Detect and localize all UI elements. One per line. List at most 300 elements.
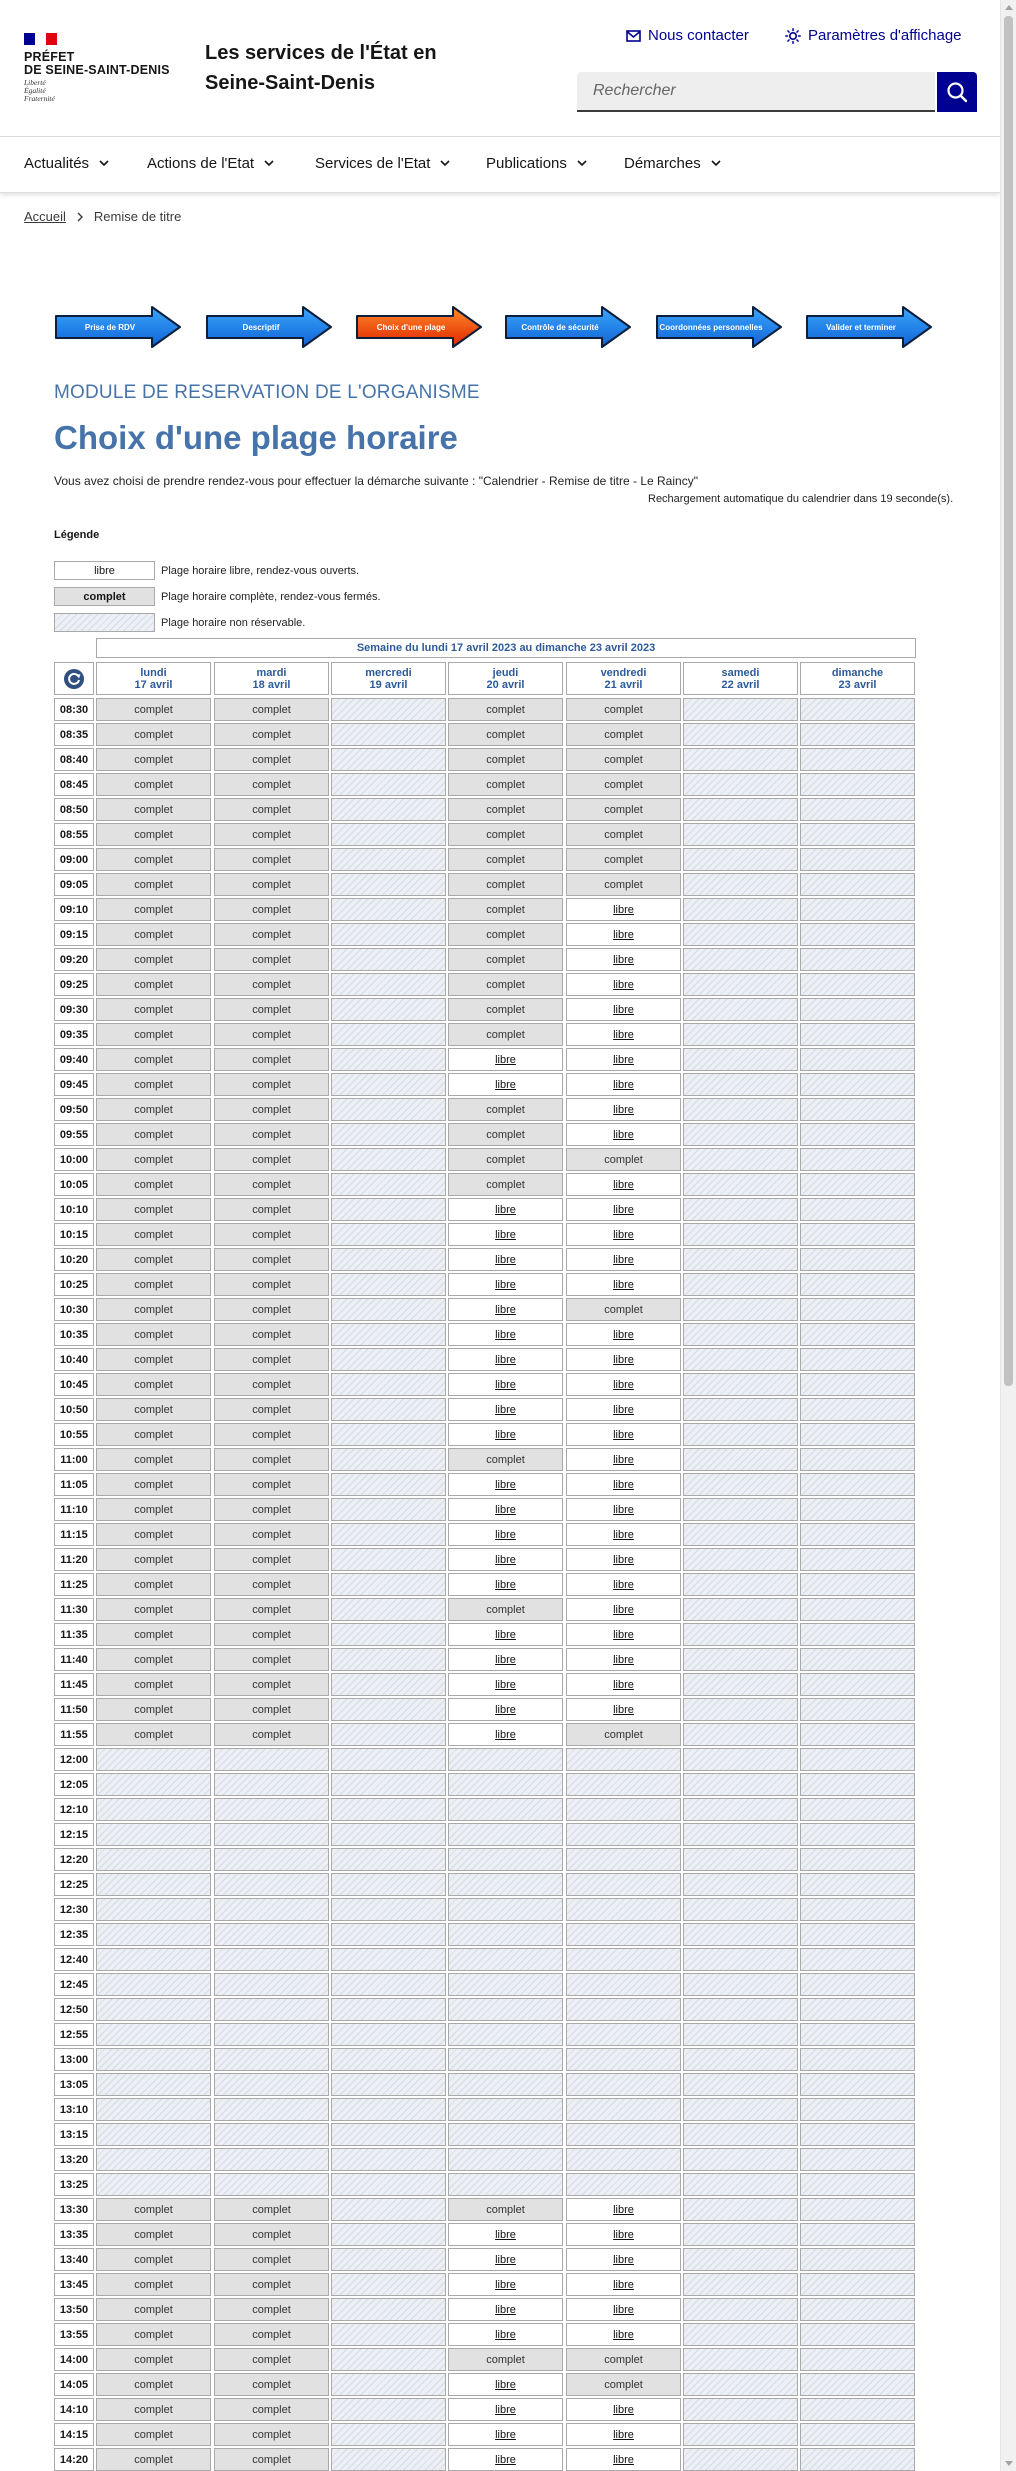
- slot-libre-link[interactable]: libre: [448, 2423, 563, 2446]
- slot-unavailable: [331, 2323, 446, 2346]
- slot-complet: complet: [214, 1373, 329, 1396]
- slot-unavailable: [683, 1648, 798, 1671]
- time-label: 10:25: [54, 1273, 94, 1296]
- slot-libre-link[interactable]: libre: [448, 1323, 563, 1346]
- slot-complet: complet: [566, 2348, 681, 2371]
- slot-complet: complet: [96, 1398, 211, 1421]
- slot-complet: complet: [566, 848, 681, 871]
- slot-unavailable: [683, 1048, 798, 1071]
- slot-unavailable: [683, 1073, 798, 1096]
- slot-libre-link[interactable]: libre: [448, 2223, 563, 2246]
- slot-libre-link[interactable]: libre: [448, 2373, 563, 2396]
- slot-libre-link[interactable]: libre: [566, 1598, 681, 1621]
- slot-unavailable: [800, 2448, 915, 2471]
- slot-unavailable: [800, 1798, 915, 1821]
- slot-unavailable: [96, 2073, 211, 2096]
- scrollbar-thumb[interactable]: [1004, 16, 1013, 1386]
- slot-libre-link[interactable]: libre: [448, 1523, 563, 1546]
- slot-unavailable: [96, 2023, 211, 2046]
- time-label: 12:00: [54, 1748, 94, 1771]
- slot-libre-link[interactable]: libre: [448, 1298, 563, 1321]
- slot-complet: complet: [214, 798, 329, 821]
- time-label: 12:10: [54, 1798, 94, 1821]
- time-label: 09:45: [54, 1073, 94, 1096]
- slot-unavailable: [331, 1248, 446, 1271]
- slot-complet: complet: [96, 898, 211, 921]
- refresh-icon: [63, 668, 85, 690]
- time-label: 12:05: [54, 1773, 94, 1796]
- time-label: 13:55: [54, 2323, 94, 2346]
- slot-unavailable: [800, 1348, 915, 1371]
- step-label: Coordonnées personnelles: [659, 322, 763, 332]
- slot-complet: complet: [214, 2223, 329, 2246]
- slot-complet: complet: [96, 1423, 211, 1446]
- slot-libre-link[interactable]: libre: [566, 1423, 681, 1446]
- time-label: 10:00: [54, 1148, 94, 1171]
- slot-unavailable: [683, 873, 798, 896]
- slot-unavailable: [214, 1948, 329, 1971]
- slot-unavailable: [800, 948, 915, 971]
- slot-unavailable: [331, 1823, 446, 1846]
- slot-unavailable: [683, 2148, 798, 2171]
- slot-unavailable: [683, 1498, 798, 1521]
- slot-libre-link[interactable]: libre: [566, 2223, 681, 2246]
- slot-unavailable: [448, 2098, 563, 2121]
- slot-unavailable: [331, 1098, 446, 1121]
- time-label: 08:50: [54, 798, 94, 821]
- slot-unavailable: [683, 2248, 798, 2271]
- scroll-up-icon[interactable]: [1005, 5, 1013, 10]
- chevron-down-icon: [440, 160, 450, 167]
- slot-libre-link[interactable]: libre: [566, 1273, 681, 1296]
- slot-libre-link[interactable]: libre: [566, 2298, 681, 2321]
- slot-complet: complet: [214, 873, 329, 896]
- slot-libre-link[interactable]: libre: [448, 2273, 563, 2296]
- slot-unavailable: [683, 2073, 798, 2096]
- time-label: 08:35: [54, 723, 94, 746]
- slot-unavailable: [683, 1423, 798, 1446]
- slot-libre-link[interactable]: libre: [566, 1473, 681, 1496]
- slot-unavailable: [96, 1748, 211, 1771]
- slot-libre-link[interactable]: libre: [448, 1648, 563, 1671]
- slot-unavailable: [331, 823, 446, 846]
- slot-complet: complet: [566, 823, 681, 846]
- slot-unavailable: [448, 1773, 563, 1796]
- chevron-down-icon: [711, 160, 721, 167]
- slot-complet: complet: [96, 723, 211, 746]
- slot-libre-link[interactable]: libre: [448, 1048, 563, 1071]
- time-label: 09:50: [54, 1098, 94, 1121]
- time-label: 12:15: [54, 1823, 94, 1846]
- slot-unavailable: [566, 1973, 681, 1996]
- slot-unavailable: [800, 1123, 915, 1146]
- slot-unavailable: [800, 2423, 915, 2446]
- slot-libre-link[interactable]: libre: [566, 2323, 681, 2346]
- time-label: 13:00: [54, 2048, 94, 2071]
- slot-unavailable: [800, 1373, 915, 1396]
- slot-libre-link[interactable]: libre: [566, 1073, 681, 1096]
- slot-libre-link[interactable]: libre: [566, 1248, 681, 1271]
- nav-item-demarches[interactable]: [624, 155, 721, 172]
- slot-unavailable: [800, 1473, 915, 1496]
- refresh-button[interactable]: [54, 662, 94, 695]
- time-label: 11:55: [54, 1723, 94, 1746]
- nav-item-publications[interactable]: [486, 155, 587, 172]
- slot-unavailable: [800, 1773, 915, 1796]
- slot-complet: complet: [448, 1123, 563, 1146]
- slot-unavailable: [683, 998, 798, 1021]
- slot-unavailable: [566, 1823, 681, 1846]
- slot-complet: complet: [448, 723, 563, 746]
- slot-unavailable: [683, 1023, 798, 1046]
- time-label: 11:25: [54, 1573, 94, 1596]
- slot-libre-link[interactable]: libre: [566, 1648, 681, 1671]
- slot-unavailable: [448, 1873, 563, 1896]
- slot-complet: complet: [96, 2223, 211, 2246]
- breadcrumb: [24, 209, 181, 224]
- slot-complet: complet: [214, 2323, 329, 2346]
- slot-libre-link[interactable]: libre: [566, 1573, 681, 1596]
- slot-unavailable: [214, 1973, 329, 1996]
- slot-unavailable: [800, 748, 915, 771]
- slot-unavailable: [331, 1198, 446, 1221]
- slot-unavailable: [566, 1748, 681, 1771]
- slot-complet: complet: [96, 2448, 211, 2471]
- day-date: 19 avril: [369, 679, 408, 691]
- slot-libre-link[interactable]: libre: [448, 1398, 563, 1421]
- page-scrollbar[interactable]: [1000, 0, 1016, 2471]
- slot-unavailable: [331, 1223, 446, 1246]
- slot-unavailable: [331, 698, 446, 721]
- display-settings-label: Paramètres d'affichage: [808, 27, 962, 44]
- slot-unavailable: [214, 2023, 329, 2046]
- slot-complet: complet: [448, 1173, 563, 1196]
- slot-libre-link[interactable]: libre: [566, 1123, 681, 1146]
- time-label: 08:40: [54, 748, 94, 771]
- slot-complet: complet: [448, 1098, 563, 1121]
- slot-complet: complet: [96, 2373, 211, 2396]
- day-header-samedi: [683, 662, 798, 695]
- breadcrumb-current: Remise de titre: [93, 209, 182, 224]
- slot-unavailable: [683, 1448, 798, 1471]
- slot-complet: complet: [96, 1198, 211, 1221]
- slot-libre-link[interactable]: libre: [448, 1498, 563, 1521]
- slot-libre-link[interactable]: libre: [566, 2248, 681, 2271]
- slot-libre-link[interactable]: libre: [566, 2273, 681, 2296]
- slot-unavailable: [800, 898, 915, 921]
- time-label: 09:25: [54, 973, 94, 996]
- slot-libre-link[interactable]: libre: [566, 1673, 681, 1696]
- slot-libre-link[interactable]: libre: [566, 1548, 681, 1571]
- step-5: [655, 305, 783, 349]
- slot-unavailable: [331, 2423, 446, 2446]
- slot-libre-link[interactable]: libre: [448, 1673, 563, 1696]
- slot-unavailable: [800, 2173, 915, 2196]
- slot-complet: complet: [448, 2348, 563, 2371]
- slot-unavailable: [214, 1748, 329, 1771]
- slot-unavailable: [800, 1398, 915, 1421]
- slot-unavailable: [800, 1598, 915, 1621]
- slot-complet: complet: [214, 698, 329, 721]
- slot-complet: complet: [214, 1723, 329, 1746]
- slot-libre-link[interactable]: libre: [448, 2248, 563, 2271]
- slot-unavailable: [800, 1648, 915, 1671]
- time-label: 10:45: [54, 1373, 94, 1396]
- time-label: 09:55: [54, 1123, 94, 1146]
- slot-libre-link[interactable]: libre: [448, 1373, 563, 1396]
- search-button[interactable]: [937, 72, 977, 112]
- slot-complet: complet: [214, 2373, 329, 2396]
- slot-libre-link[interactable]: libre: [566, 998, 681, 1021]
- slot-libre-link[interactable]: libre: [448, 1623, 563, 1646]
- slot-unavailable: [331, 1448, 446, 1471]
- slot-unavailable: [683, 1898, 798, 1921]
- legend-full-box: complet: [54, 587, 155, 606]
- slot-unavailable: [683, 723, 798, 746]
- time-label: 13:15: [54, 2123, 94, 2146]
- slot-complet: complet: [96, 1173, 211, 1196]
- slot-unavailable: [448, 2173, 563, 2196]
- slot-complet: complet: [214, 1073, 329, 1096]
- slot-unavailable: [448, 2148, 563, 2171]
- nav-item-actualites[interactable]: [24, 155, 109, 172]
- motto-liberte: Liberté: [24, 78, 46, 87]
- slot-unavailable: [683, 1773, 798, 1796]
- breadcrumb-home-link[interactable]: Accueil: [24, 209, 66, 224]
- slot-unavailable: [800, 1448, 915, 1471]
- slot-libre-link[interactable]: libre: [566, 1523, 681, 1546]
- slot-unavailable: [683, 1523, 798, 1546]
- slot-unavailable: [800, 923, 915, 946]
- slot-unavailable: [96, 1848, 211, 1871]
- slot-libre-link[interactable]: libre: [448, 2298, 563, 2321]
- slot-unavailable: [96, 2048, 211, 2071]
- time-label: 11:50: [54, 1698, 94, 1721]
- slot-unavailable: [214, 1898, 329, 1921]
- slot-unavailable: [331, 1748, 446, 1771]
- slot-unavailable: [331, 1473, 446, 1496]
- nav-item-actions[interactable]: [147, 155, 274, 172]
- slot-libre-link[interactable]: libre: [448, 1248, 563, 1271]
- slot-complet: complet: [214, 1123, 329, 1146]
- slot-unavailable: [331, 1073, 446, 1096]
- slot-complet: complet: [566, 773, 681, 796]
- slot-unavailable: [331, 948, 446, 971]
- time-label: 13:50: [54, 2298, 94, 2321]
- slot-unavailable: [448, 1823, 563, 1846]
- slot-unavailable: [683, 973, 798, 996]
- time-label: 10:10: [54, 1198, 94, 1221]
- slot-libre-link[interactable]: libre: [448, 1073, 563, 1096]
- slot-libre-link[interactable]: libre: [566, 898, 681, 921]
- day-date: 22 avril: [721, 679, 760, 691]
- slot-complet: complet: [96, 973, 211, 996]
- slot-unavailable: [566, 2023, 681, 2046]
- nav-item-label: Services de l'Etat: [315, 155, 431, 172]
- slot-unavailable: [96, 1948, 211, 1971]
- slot-libre-link[interactable]: libre: [566, 2423, 681, 2446]
- slot-libre-link[interactable]: libre: [566, 1373, 681, 1396]
- prefet-title-line-2: DE SEINE-SAINT-DENIS: [24, 63, 170, 77]
- slot-libre-link[interactable]: libre: [448, 1273, 563, 1296]
- slot-libre-link[interactable]: libre: [448, 1548, 563, 1571]
- search-icon: [946, 81, 968, 103]
- time-label: 12:40: [54, 1948, 94, 1971]
- slot-unavailable: [331, 2248, 446, 2271]
- slot-complet: complet: [214, 948, 329, 971]
- slot-unavailable: [683, 1598, 798, 1621]
- slot-libre-link[interactable]: libre: [566, 1698, 681, 1721]
- site-title[interactable]: Les services de l'État en Seine-Saint-Denis: [205, 42, 437, 94]
- slot-complet: complet: [96, 1348, 211, 1371]
- slot-unavailable: [96, 1898, 211, 1921]
- slot-complet: complet: [214, 848, 329, 871]
- slot-complet: complet: [96, 1323, 211, 1346]
- slot-libre-link[interactable]: libre: [448, 1723, 563, 1746]
- slot-libre-link[interactable]: libre: [566, 1198, 681, 1221]
- slot-complet: complet: [448, 848, 563, 871]
- slot-complet: complet: [566, 2373, 681, 2396]
- slot-libre-link[interactable]: libre: [566, 1498, 681, 1521]
- slot-libre-link[interactable]: libre: [448, 1698, 563, 1721]
- slot-unavailable: [683, 2173, 798, 2196]
- slot-unavailable: [683, 2323, 798, 2346]
- slot-unavailable: [800, 1298, 915, 1321]
- slot-complet: complet: [96, 2248, 211, 2271]
- slot-complet: complet: [214, 1398, 329, 1421]
- slot-libre-link[interactable]: libre: [448, 2448, 563, 2471]
- slot-unavailable: [214, 1873, 329, 1896]
- slot-libre-link[interactable]: libre: [448, 1573, 563, 1596]
- slot-unavailable: [800, 773, 915, 796]
- slot-unavailable: [566, 2148, 681, 2171]
- slot-libre-link[interactable]: libre: [566, 1098, 681, 1121]
- slot-unavailable: [96, 1773, 211, 1796]
- slot-libre-link[interactable]: libre: [566, 1623, 681, 1646]
- slot-unavailable: [448, 2123, 563, 2146]
- slot-libre-link[interactable]: libre: [448, 2398, 563, 2421]
- slot-unavailable: [683, 2298, 798, 2321]
- search-input[interactable]: Rechercher: [577, 72, 935, 112]
- slot-unavailable: [800, 2373, 915, 2396]
- time-label: 09:30: [54, 998, 94, 1021]
- slot-unavailable: [683, 948, 798, 971]
- slot-unavailable: [214, 2048, 329, 2071]
- slot-unavailable: [331, 1548, 446, 1571]
- time-label: 13:45: [54, 2273, 94, 2296]
- slot-unavailable: [96, 1873, 211, 1896]
- slot-libre-link[interactable]: libre: [448, 1198, 563, 1221]
- slot-libre-link[interactable]: libre: [566, 1323, 681, 1346]
- slot-complet: complet: [96, 1698, 211, 1721]
- slot-libre-link[interactable]: libre: [566, 923, 681, 946]
- time-label: 12:35: [54, 1923, 94, 1946]
- slot-unavailable: [683, 2023, 798, 2046]
- slot-libre-link[interactable]: libre: [566, 2398, 681, 2421]
- slot-complet: complet: [448, 898, 563, 921]
- day-name: mercredi: [365, 667, 412, 679]
- nav-item-services[interactable]: [315, 155, 450, 172]
- time-label: 09:40: [54, 1048, 94, 1071]
- slot-unavailable: [96, 1973, 211, 1996]
- display-settings-button[interactable]: [785, 27, 962, 44]
- slot-libre-link[interactable]: libre: [566, 1173, 681, 1196]
- slot-complet: complet: [214, 1523, 329, 1546]
- scroll-down-icon[interactable]: [1005, 2461, 1013, 2466]
- slot-libre-link[interactable]: libre: [566, 1023, 681, 1046]
- slot-libre-link[interactable]: libre: [448, 1348, 563, 1371]
- slot-unavailable: [683, 1298, 798, 1321]
- slot-unavailable: [331, 1673, 446, 1696]
- slot-unavailable: [683, 1698, 798, 1721]
- slot-libre-link[interactable]: libre: [566, 2198, 681, 2221]
- slot-unavailable: [331, 1998, 446, 2021]
- slot-complet: complet: [214, 1323, 329, 1346]
- slot-unavailable: [214, 1773, 329, 1796]
- slot-unavailable: [800, 998, 915, 1021]
- slot-unavailable: [96, 1798, 211, 1821]
- day-header-mercredi: [331, 662, 446, 695]
- slot-unavailable: [683, 1323, 798, 1346]
- slot-complet: complet: [96, 1523, 211, 1546]
- slot-unavailable: [331, 2173, 446, 2196]
- contact-link[interactable]: [626, 27, 749, 44]
- slot-complet: complet: [214, 1623, 329, 1646]
- slot-libre-link[interactable]: libre: [448, 1423, 563, 1446]
- slot-libre-link[interactable]: libre: [566, 948, 681, 971]
- nav-item-label: Démarches: [624, 155, 701, 172]
- slot-libre-link[interactable]: libre: [566, 2448, 681, 2471]
- slot-libre-link[interactable]: libre: [448, 2323, 563, 2346]
- slot-complet: complet: [96, 1123, 211, 1146]
- slot-complet: complet: [214, 1273, 329, 1296]
- slot-unavailable: [331, 1148, 446, 1171]
- slot-libre-link[interactable]: libre: [448, 1473, 563, 1496]
- slot-libre-link[interactable]: libre: [566, 1348, 681, 1371]
- slot-unavailable: [800, 2273, 915, 2296]
- slot-libre-link[interactable]: libre: [448, 1223, 563, 1246]
- slot-unavailable: [566, 1773, 681, 1796]
- slot-unavailable: [683, 1973, 798, 1996]
- slot-unavailable: [331, 1323, 446, 1346]
- slot-unavailable: [800, 1223, 915, 1246]
- slot-complet: complet: [214, 1198, 329, 1221]
- slot-unavailable: [683, 1848, 798, 1871]
- day-date: 21 avril: [604, 679, 643, 691]
- slot-unavailable: [800, 1923, 915, 1946]
- slot-complet: complet: [448, 1148, 563, 1171]
- slot-unavailable: [800, 1748, 915, 1771]
- slot-unavailable: [800, 1023, 915, 1046]
- slot-unavailable: [800, 2298, 915, 2321]
- slot-unavailable: [96, 2098, 211, 2121]
- slot-libre-link[interactable]: libre: [566, 973, 681, 996]
- time-label: 10:15: [54, 1223, 94, 1246]
- slot-libre-link[interactable]: libre: [566, 1223, 681, 1246]
- slot-unavailable: [800, 873, 915, 896]
- motto-egalite: Égalité: [24, 86, 46, 95]
- slot-unavailable: [800, 2023, 915, 2046]
- slot-complet: complet: [96, 1673, 211, 1696]
- time-label: 13:35: [54, 2223, 94, 2246]
- slot-complet: complet: [96, 1023, 211, 1046]
- slot-libre-link[interactable]: libre: [566, 1048, 681, 1071]
- slot-unavailable: [800, 848, 915, 871]
- chevron-down-icon: [99, 160, 109, 167]
- slot-libre-link[interactable]: libre: [566, 1398, 681, 1421]
- slot-libre-link[interactable]: libre: [566, 1448, 681, 1471]
- slot-complet: complet: [566, 1298, 681, 1321]
